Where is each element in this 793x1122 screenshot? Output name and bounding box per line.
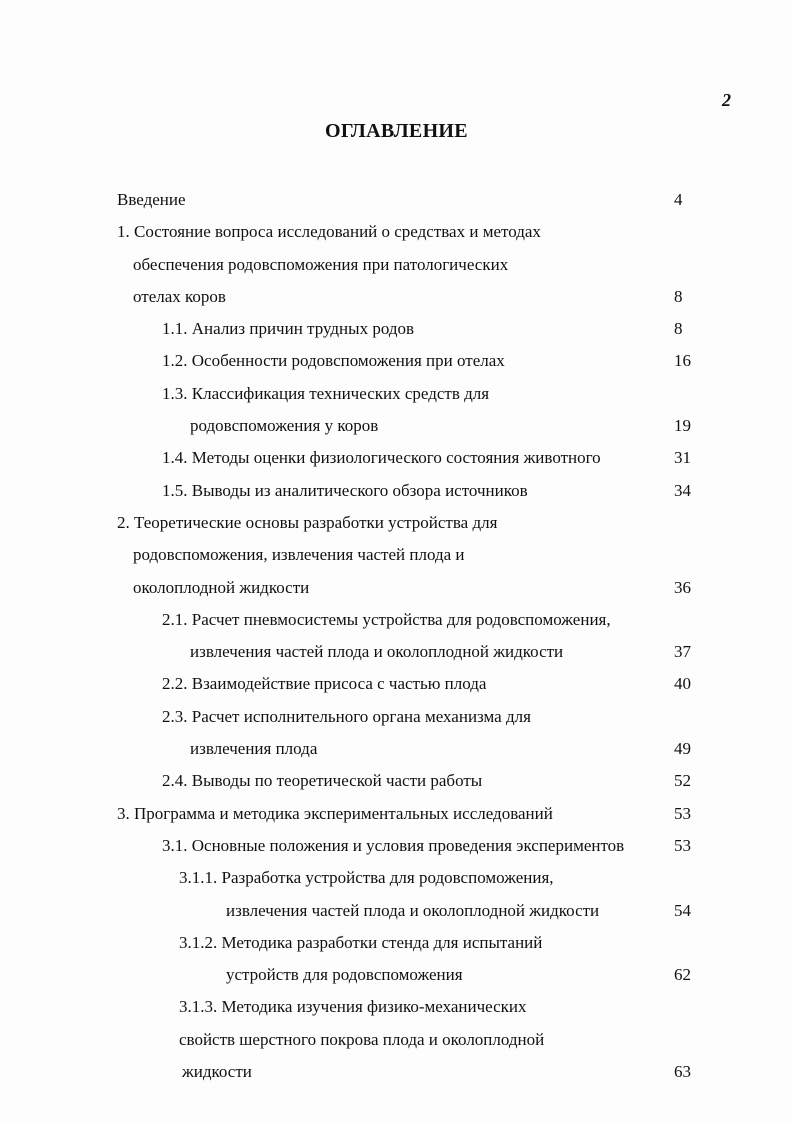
- toc-entry-page: 34: [674, 480, 691, 500]
- toc-entry-text: 2. Теоретические основы разработки устройства для: [117, 512, 498, 532]
- toc-entry-text: 1.1. Анализ причин трудных родов: [162, 319, 415, 339]
- toc-entry: [0, 604, 793, 636]
- toc-entry: [0, 345, 793, 377]
- toc-entry-text: 1.3. Классификация технических средств для: [162, 383, 490, 403]
- toc-entry-page: 37: [674, 642, 691, 662]
- toc-entry-text: извлечения частей плода и околоплодной жидкости: [226, 900, 600, 920]
- toc-entry: [0, 765, 793, 797]
- toc-entry: [0, 281, 793, 313]
- toc-entry-text: 1.2. Особенности родовспоможения при отелах: [162, 351, 505, 371]
- toc-entry-text: 1.5. Выводы из аналитического обзора источников: [162, 480, 528, 500]
- toc-entry: [0, 701, 793, 733]
- toc-entry-text: Введение: [117, 190, 186, 209]
- toc-entry-text: 1.4. Методы оценки физиологического состояния животного: [162, 448, 601, 468]
- toc-entry: [0, 733, 793, 765]
- toc-entry-page: 49: [674, 739, 691, 759]
- toc-entry-text: извлечения частей плода и околоплодной жидкости: [190, 642, 564, 662]
- toc-entry: [0, 475, 793, 507]
- toc-entry-text: жидкости: [182, 1062, 252, 1082]
- toc-entry-page: 54: [674, 900, 691, 920]
- toc-entry-text: 3.1.2. Методика разработки стенда для испытаний: [179, 932, 543, 952]
- toc-entry-page: 36: [674, 577, 691, 597]
- toc-entry: [0, 668, 793, 700]
- toc-entry-page: 8: [674, 319, 683, 339]
- toc-entry: [0, 991, 793, 1023]
- toc-entry-text: 3.1.3. Методика изучения физико-механических: [179, 997, 527, 1017]
- toc-entry: [0, 216, 793, 248]
- toc-entry-text: обеспечения родовспоможения при патологических: [133, 254, 509, 274]
- toc-entry-page: 63: [674, 1062, 691, 1082]
- toc-entry: [0, 959, 793, 991]
- toc-entry-text: околоплодной жидкости: [133, 577, 310, 597]
- toc-entry-page: 52: [674, 771, 691, 791]
- toc-entry-text: свойств шерстного покрова плода и околоплодной: [179, 1029, 545, 1049]
- toc-entry: [0, 862, 793, 894]
- toc-entry-text: 2.4. Выводы по теоретической части работы: [162, 771, 483, 791]
- toc-entry: [0, 895, 793, 927]
- toc-entry-page: 31: [674, 448, 691, 468]
- toc-entry-page: 8: [674, 286, 683, 306]
- toc-entry: [0, 927, 793, 959]
- page-title: ОГЛАВЛЕНИЕ: [325, 120, 468, 142]
- toc-entry-text: 3.1. Основные положения и условия проведения экспериментов: [162, 835, 625, 855]
- toc-entry: [0, 572, 793, 604]
- toc-entry: [0, 1024, 793, 1056]
- toc-entry-page: 62: [674, 965, 691, 985]
- toc-entry: [0, 442, 793, 474]
- toc-entry-page: 19: [674, 416, 691, 436]
- toc-entry-text: родовспоможения у коров: [190, 416, 379, 436]
- page-number: 2: [722, 90, 731, 110]
- toc-entry-page: 4: [674, 190, 683, 209]
- toc-entry: [0, 507, 793, 539]
- toc-entry: [0, 184, 793, 216]
- table-of-contents: [0, 184, 793, 1088]
- toc-entry: [0, 830, 793, 862]
- toc-entry: [0, 636, 793, 668]
- toc-entry-text: устройств для родовспоможения: [226, 965, 463, 985]
- toc-entry-page: 53: [674, 803, 691, 823]
- toc-entry-text: родовспоможения, извлечения частей плода и: [133, 545, 465, 565]
- toc-entry-page: 53: [674, 835, 691, 855]
- toc-entry-text: 3. Программа и методика экспериментальных исследований: [117, 803, 553, 823]
- toc-entry: [0, 539, 793, 571]
- toc-entry-page: 16: [674, 351, 691, 371]
- toc-entry: [0, 1056, 793, 1088]
- toc-entry-text: извлечения плода: [190, 739, 318, 759]
- toc-entry-text: 2.2. Взаимодействие присоса с частью плода: [162, 674, 487, 694]
- toc-entry: [0, 410, 793, 442]
- toc-entry-text: 2.1. Расчет пневмосистемы устройства для родовспоможения,: [162, 609, 611, 629]
- toc-entry-text: 3.1.1. Разработка устройства для родовспоможения,: [179, 868, 554, 888]
- toc-entry-text: отелах коров: [133, 286, 226, 306]
- toc-entry-page: 40: [674, 674, 691, 694]
- toc-entry: [0, 798, 793, 830]
- toc-entry: [0, 378, 793, 410]
- toc-entry: [0, 313, 793, 345]
- toc-entry: [0, 249, 793, 281]
- toc-entry-text: 1. Состояние вопроса исследований о средствах и методах: [117, 222, 541, 242]
- toc-entry-text: 2.3. Расчет исполнительного органа механизма для: [162, 706, 531, 726]
